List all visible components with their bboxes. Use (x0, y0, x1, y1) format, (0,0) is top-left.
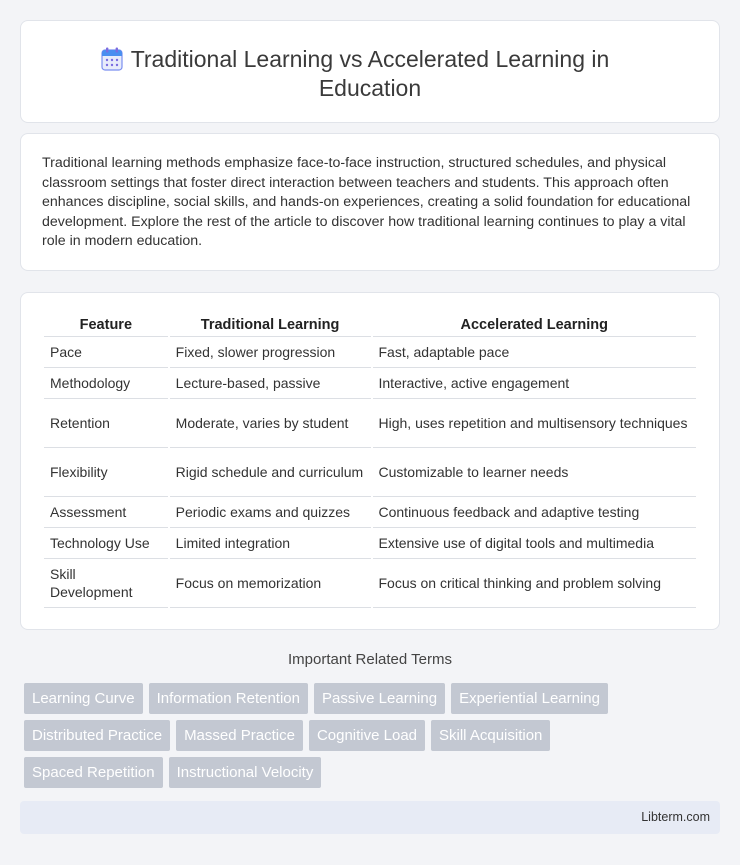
table-row (44, 559, 696, 608)
row-feature: Retention (44, 399, 168, 448)
header-traditional: Traditional Learning (170, 315, 371, 337)
table-row (44, 337, 696, 368)
table-row (44, 448, 696, 497)
tag-learning-curve[interactable]: Learning Curve (24, 683, 143, 714)
table-row (44, 368, 696, 399)
table-row (44, 497, 696, 528)
comparison-table-card (20, 292, 720, 630)
row-traditional: Focus on memorization (170, 559, 371, 608)
table-row (44, 528, 696, 559)
tag-row (24, 757, 704, 788)
tag-row (24, 720, 704, 751)
row-traditional: Fixed, slower progression (170, 337, 371, 368)
intro-card (20, 133, 720, 271)
footer-site-link[interactable]: Libterm.com (641, 810, 710, 824)
row-traditional: Rigid schedule and curriculum (170, 448, 371, 497)
tag-spaced-repetition[interactable]: Spaced Repetition (24, 757, 163, 788)
tag-row (24, 683, 704, 714)
row-feature: Skill Development (44, 559, 168, 608)
row-accelerated: Extensive use of digital tools and multimedia (373, 528, 697, 559)
header-accelerated: Accelerated Learning (373, 315, 697, 337)
row-accelerated: Interactive, active engagement (373, 368, 697, 399)
row-feature: Assessment (44, 497, 168, 528)
row-traditional: Limited integration (170, 528, 371, 559)
row-traditional: Lecture-based, passive (170, 368, 371, 399)
row-feature: Pace (44, 337, 168, 368)
tag-cognitive-load[interactable]: Cognitive Load (309, 720, 425, 751)
row-feature: Flexibility (44, 448, 168, 497)
intro-paragraph: Traditional learning methods emphasize face-to-face instruction, structured schedules, and physical classroom settings that foster direct interaction between teachers and students. This approach often enhances discipline, social skills, and hands-on experiences, creating a solid foundation for educational development. Explore the rest of the article to discover how traditional learning continues to play a vital role in modern education. (42, 155, 691, 250)
row-traditional: Moderate, varies by student (170, 399, 371, 448)
row-accelerated: Continuous feedback and adaptive testing (373, 497, 697, 528)
related-terms-tags (24, 683, 704, 794)
tag-information-retention[interactable]: Information Retention (149, 683, 308, 714)
tag-massed-practice[interactable]: Massed Practice (176, 720, 303, 751)
page-title: Traditional Learning vs Accelerated Learning in Education (130, 46, 610, 101)
title-card (20, 20, 720, 123)
tag-instructional-velocity[interactable]: Instructional Velocity (169, 757, 322, 788)
comparison-table (42, 315, 698, 608)
footer (20, 801, 720, 834)
row-accelerated: Focus on critical thinking and problem solving (373, 559, 697, 608)
table-row (44, 399, 696, 448)
tag-skill-acquisition[interactable]: Skill Acquisition (431, 720, 550, 751)
tag-experiential-learning[interactable]: Experiential Learning (451, 683, 608, 714)
tag-passive-learning[interactable]: Passive Learning (314, 683, 445, 714)
tag-distributed-practice[interactable]: Distributed Practice (24, 720, 170, 751)
related-terms-title: Important Related Terms (288, 651, 452, 668)
row-traditional: Periodic exams and quizzes (170, 497, 371, 528)
header-feature: Feature (44, 315, 168, 337)
row-accelerated: Fast, adaptable pace (373, 337, 697, 368)
row-feature: Technology Use (44, 528, 168, 559)
row-accelerated: High, uses repetition and multisensory techniques (373, 399, 697, 448)
table-header-row (44, 315, 696, 337)
row-feature: Methodology (44, 368, 168, 399)
row-accelerated: Customizable to learner needs (373, 448, 697, 497)
